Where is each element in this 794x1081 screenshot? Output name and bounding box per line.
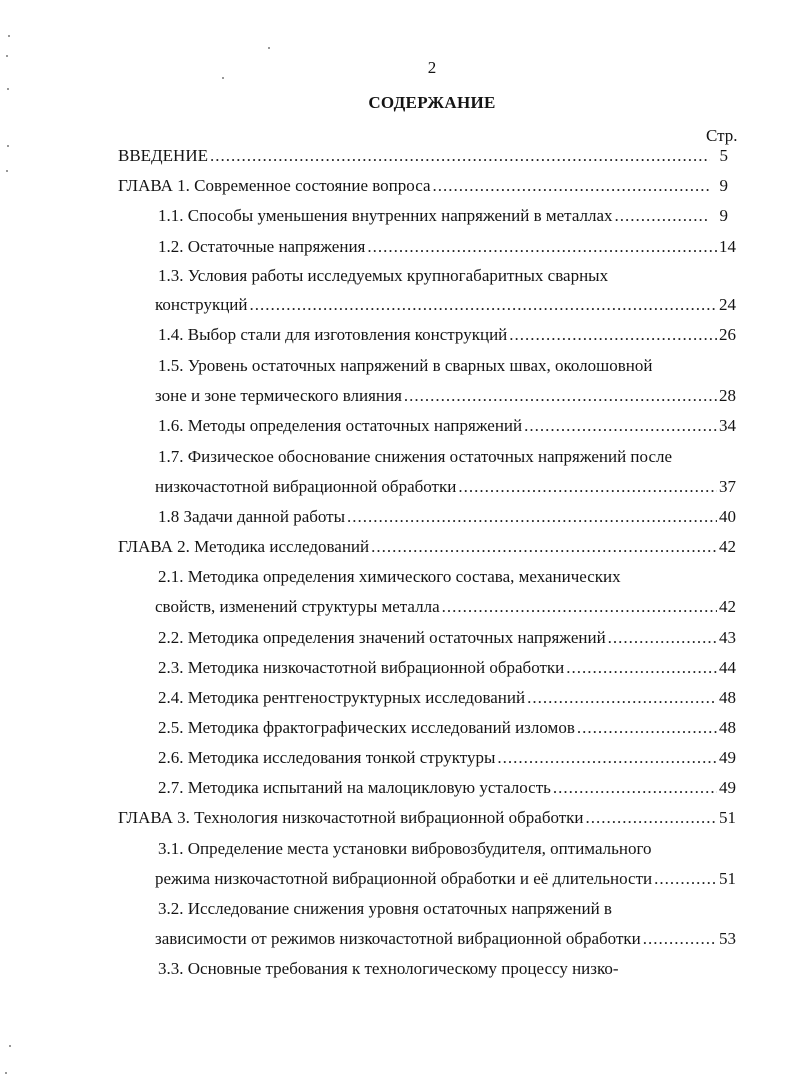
scan-speck bbox=[5, 1072, 7, 1074]
page-column-label: Стр. bbox=[706, 126, 738, 145]
toc-entry-text: 2.6. Методика исследования тонкой структуры bbox=[158, 748, 496, 767]
toc-leader-dots bbox=[367, 233, 717, 261]
toc-entry-1-3-line1[interactable]: 1.3. Условия работы исследуемых крупногабаритных сварных bbox=[158, 266, 609, 285]
toc-leader-dots bbox=[577, 714, 717, 742]
toc-leader-dots bbox=[527, 684, 717, 712]
page-title: СОДЕРЖАНИЕ bbox=[368, 93, 496, 112]
toc-entry-2-5[interactable] bbox=[158, 714, 736, 742]
toc-entry-2-4[interactable] bbox=[158, 684, 736, 712]
toc-entry-text: 1.2. Остаточные напряжения bbox=[158, 237, 366, 256]
scan-speck bbox=[7, 145, 9, 147]
toc-entry-1-4[interactable] bbox=[158, 321, 736, 349]
toc-entry-text: конструкций bbox=[155, 295, 248, 314]
toc-entry-text: 1.6. Методы определения остаточных напряжений bbox=[158, 416, 523, 435]
toc-entry-text: 2.7. Методика испытаний на малоцикловую усталость bbox=[158, 778, 551, 797]
toc-leader-dots bbox=[643, 925, 717, 953]
toc-entry-text: ГЛАВА 1. Современное состояние вопроса bbox=[118, 176, 431, 195]
toc-entry-1-1[interactable] bbox=[158, 202, 728, 230]
toc-entry-text: зоне и зоне термического влияния bbox=[155, 386, 402, 405]
toc-entry-3-3-line1[interactable]: 3.3. Основные требования к технологическому процессу низко- bbox=[158, 959, 619, 978]
toc-entry-1-7-line1[interactable]: 1.7. Физическое обоснование снижения остаточных напряжений после bbox=[158, 447, 673, 466]
toc-entry-text: ВВЕДЕНИЕ bbox=[118, 146, 208, 165]
toc-leader-dots bbox=[442, 593, 717, 621]
toc-entry-1-5[interactable] bbox=[155, 382, 736, 410]
toc-entry-page: 34 bbox=[719, 416, 736, 435]
toc-entry-page: 9 bbox=[719, 176, 728, 195]
toc-entry-3-1-line1[interactable]: 3.1. Определение места установки вибровозбудителя, оптимального bbox=[158, 839, 652, 858]
toc-entry-3-2[interactable] bbox=[155, 925, 736, 953]
toc-entry-page: 26 bbox=[719, 325, 736, 344]
toc-leader-dots bbox=[553, 774, 717, 802]
scan-speck bbox=[268, 47, 270, 49]
toc-leader-dots bbox=[509, 321, 717, 349]
toc-entry-2-1[interactable] bbox=[155, 593, 736, 621]
toc-entry-text: 2.4. Методика рентгеноструктурных исследований bbox=[158, 688, 526, 707]
toc-entry-page: 42 bbox=[719, 537, 736, 556]
toc-entry-text: низкочастотной вибрационной обработки bbox=[155, 477, 457, 496]
toc-entry-chapter-3[interactable] bbox=[118, 804, 736, 832]
toc-entry-page: 14 bbox=[719, 237, 736, 256]
toc-entry-page: 28 bbox=[719, 386, 736, 405]
toc-entry-text: режима низкочастотной вибрационной обработки и её длительности bbox=[155, 869, 653, 888]
toc-entry-text: 1.1. Способы уменьшения внутренних напряжений в металлах bbox=[158, 206, 613, 225]
toc-entry-page: 44 bbox=[719, 658, 736, 677]
toc-entry-page: 51 bbox=[719, 869, 736, 888]
scan-speck bbox=[6, 55, 8, 57]
toc-entry-page: 48 bbox=[719, 688, 736, 707]
toc-entry-2-1-line1[interactable]: 2.1. Методика определения химического состава, механических bbox=[158, 567, 621, 586]
toc-entry-intro[interactable] bbox=[118, 142, 728, 170]
toc-entry-1-2[interactable] bbox=[158, 233, 736, 261]
toc-entry-1-5-line1[interactable]: 1.5. Уровень остаточных напряжений в сварных швах, околошовной bbox=[158, 356, 653, 375]
toc-entry-text: зависимости от режимов низкочастотной вибрационной обработки bbox=[155, 929, 641, 948]
toc-entry-1-3[interactable] bbox=[155, 291, 736, 319]
toc-entry-2-3[interactable] bbox=[158, 654, 736, 682]
toc-leader-dots bbox=[250, 291, 717, 319]
toc-leader-dots bbox=[654, 865, 717, 893]
toc-entry-page: 5 bbox=[719, 146, 728, 165]
toc-entry-text: 2.3. Методика низкочастотной вибрационной обработки bbox=[158, 658, 565, 677]
scan-speck bbox=[9, 1045, 11, 1047]
toc-entry-text: ГЛАВА 3. Технология низкочастотной вибрационной обработки bbox=[118, 808, 584, 827]
toc-leader-dots bbox=[404, 382, 717, 410]
toc-entry-page: 9 bbox=[719, 206, 728, 225]
toc-entry-1-7[interactable] bbox=[155, 473, 736, 501]
page-number: 2 bbox=[427, 58, 437, 77]
toc-entry-text: 2.5. Методика фрактографических исследований изломов bbox=[158, 718, 575, 737]
toc-entry-2-2[interactable] bbox=[158, 624, 736, 652]
toc-leader-dots bbox=[210, 142, 710, 170]
toc-entry-text: 1.4. Выбор стали для изготовления конструкций bbox=[158, 325, 508, 344]
toc-leader-dots bbox=[524, 412, 717, 440]
toc-entry-page: 43 bbox=[719, 628, 736, 647]
toc-leader-dots bbox=[497, 744, 717, 772]
toc-leader-dots bbox=[433, 172, 711, 200]
toc-entry-3-2-line1[interactable]: 3.2. Исследование снижения уровня остаточных напряжений в bbox=[158, 899, 612, 918]
toc-entry-1-6[interactable] bbox=[158, 412, 736, 440]
toc-entry-2-6[interactable] bbox=[158, 744, 736, 772]
toc-entry-page: 51 bbox=[719, 808, 736, 827]
toc-leader-dots bbox=[566, 654, 717, 682]
toc-entry-text: свойств, изменений структуры металла bbox=[155, 597, 440, 616]
toc-entry-page: 49 bbox=[719, 778, 736, 797]
toc-entry-chapter-2[interactable] bbox=[118, 533, 736, 561]
scan-speck bbox=[222, 77, 224, 79]
scan-speck bbox=[6, 170, 8, 172]
toc-entry-chapter-1[interactable] bbox=[118, 172, 728, 200]
toc-entry-text: ГЛАВА 2. Методика исследований bbox=[118, 537, 370, 556]
toc-entry-text: 1.8 Задачи данной работы bbox=[158, 507, 346, 526]
toc-entry-page: 40 bbox=[719, 507, 736, 526]
toc-entry-page: 53 bbox=[719, 929, 736, 948]
toc-leader-dots bbox=[608, 624, 717, 652]
toc-entry-text: 2.2. Методика определения значений остаточных напряжений bbox=[158, 628, 606, 647]
toc-entry-page: 37 bbox=[719, 477, 736, 496]
toc-entry-page: 24 bbox=[719, 295, 736, 314]
toc-entry-page: 42 bbox=[719, 597, 736, 616]
toc-entry-page: 48 bbox=[719, 718, 736, 737]
toc-leader-dots bbox=[615, 202, 710, 230]
toc-leader-dots bbox=[371, 533, 717, 561]
scan-speck bbox=[7, 88, 9, 90]
toc-leader-dots bbox=[458, 473, 717, 501]
toc-entry-3-1[interactable] bbox=[155, 865, 736, 893]
toc-entry-2-7[interactable] bbox=[158, 774, 736, 802]
toc-leader-dots bbox=[347, 503, 717, 531]
toc-leader-dots bbox=[586, 804, 717, 832]
scan-speck bbox=[8, 35, 10, 37]
toc-entry-1-8[interactable] bbox=[158, 503, 736, 531]
toc-entry-page: 49 bbox=[719, 748, 736, 767]
